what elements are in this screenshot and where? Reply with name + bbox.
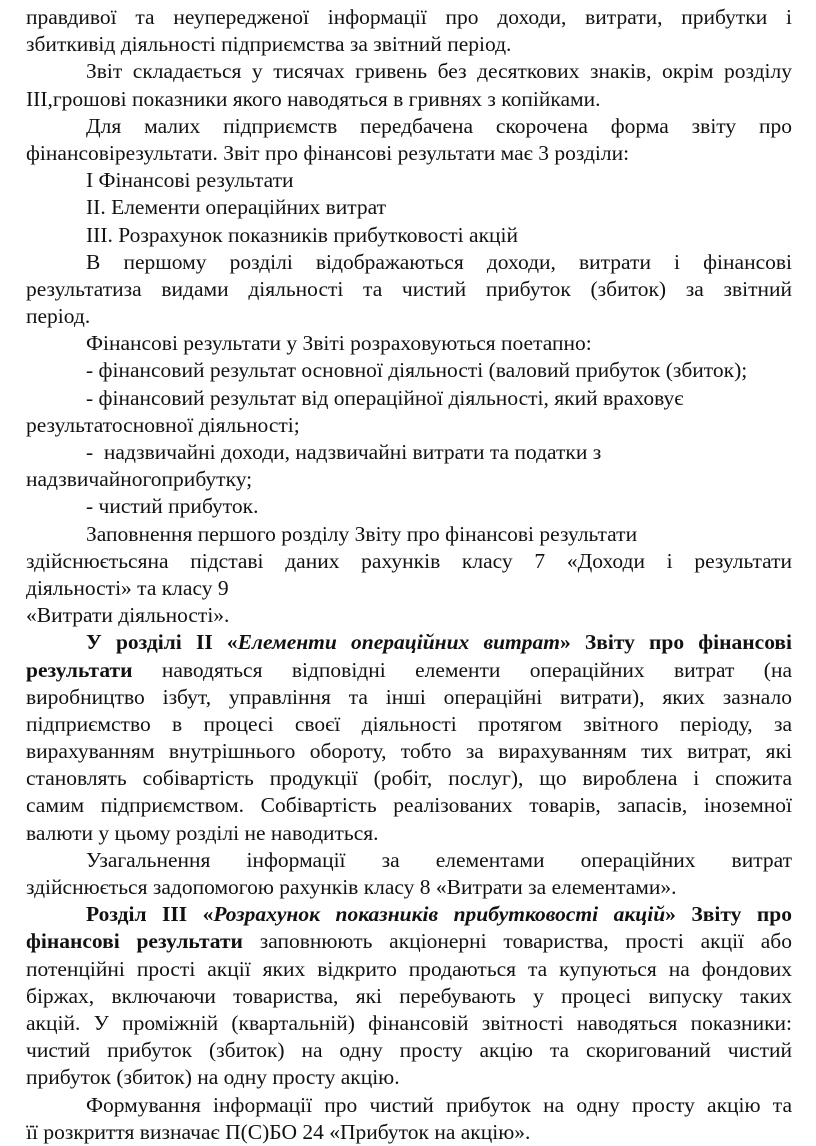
line-text: ІІ. Елементи операційних витрат	[86, 195, 387, 220]
line-text: - надзвичайні доходи, надзвичайні витрати та податки з	[86, 440, 602, 464]
line-text: Узагальнення інформації за елементами операційних витрат	[86, 847, 792, 872]
text-line	[26, 874, 792, 901]
text-line	[26, 657, 792, 684]
emphasized-text: Розрахунок показників прибутковості акцій	[213, 902, 666, 927]
text-line	[26, 521, 792, 548]
emphasized-text: Елементи операційних витрат	[237, 630, 560, 655]
text-line	[26, 4, 792, 31]
text-line	[26, 276, 792, 303]
text-line	[26, 820, 792, 847]
line-text: здійснюєтьсяна підставі даних рахунків класу 7 «Доходи і результати	[26, 548, 792, 573]
text-line	[26, 58, 792, 85]
text-line	[26, 1010, 792, 1037]
text-line	[26, 385, 792, 412]
text-line	[26, 1064, 792, 1091]
emphasized-text: У розділі ІІ «	[86, 630, 238, 655]
text-line	[26, 113, 792, 140]
text-line	[26, 738, 792, 765]
text-line	[26, 711, 792, 738]
line-text: самим підприємством. Собівартість реалізованих товарів, запасів, іноземної	[26, 793, 792, 818]
line-text: Формування інформації про чистий прибуток на одну просту акцію та	[86, 1092, 792, 1117]
line-text: ІІІ. Розрахунок показників прибутковості акцій	[86, 222, 518, 247]
text-line	[26, 792, 792, 819]
text-line	[26, 847, 792, 874]
line-text: її розкриття визначає П(С)БО 24 «Прибуток на акцію».	[26, 1119, 531, 1144]
text-line	[26, 765, 792, 792]
line-text: правдивої та неупередженої інформації про доходи, витрати, прибутки і	[26, 5, 792, 29]
line-text: збиткивід діяльності підприємства за звітний період.	[26, 32, 512, 57]
line-text: - фінансовий результат від операційної діяльності, який враховує	[86, 385, 684, 410]
text-line	[26, 575, 792, 602]
line-text: Фінансові результати у Звіті розраховуються поетапно:	[86, 331, 592, 356]
text-line	[26, 466, 792, 493]
line-text: Звіт складається у тисячах гривень без десяткових знаків, окрім розділу	[86, 59, 792, 84]
emphasized-text: » Звіту про фінансові	[559, 630, 792, 655]
text-line	[26, 31, 792, 58]
text-line	[26, 330, 792, 357]
line-text: виробництво ізбут, управління та інші операційні витрати), яких зазнало	[26, 684, 792, 709]
line-text: заповнюють акціонерні товариства, прості акції або	[242, 929, 792, 954]
line-text: І Фінансові результати	[86, 168, 294, 193]
emphasized-text: фінансові результати	[26, 929, 243, 954]
line-text: вирахуванням внутрішнього обороту, тобто за вирахуванням тих витрат, які	[26, 739, 792, 764]
text-line	[26, 629, 792, 656]
line-text: акцій. У проміжній (квартальній) фінансовій звітності наводяться показники:	[26, 1010, 792, 1035]
line-text: - чистий прибуток.	[86, 494, 259, 519]
text-line	[26, 140, 792, 167]
line-text: становлять собівартість продукції (робіт, послуг), що вироблена і спожита	[26, 766, 792, 791]
line-text: прибуток (збиток) на одну просту акцію.	[26, 1065, 400, 1090]
line-text: здійснюється задопомогою рахунків класу 8 «Витрати за елементами».	[26, 875, 677, 899]
text-line	[26, 1092, 792, 1119]
emphasized-text: » Звіту про	[665, 902, 792, 927]
text-line	[26, 167, 792, 194]
text-line	[26, 439, 792, 466]
text-line	[26, 86, 792, 113]
line-text: результатосновної діяльності;	[26, 412, 300, 437]
line-text: результатиза видами діяльності та чистий прибуток (збиток) за звітний	[26, 276, 792, 301]
line-text: В першому розділі відображаються доходи, витрати і фінансові	[86, 249, 792, 274]
line-text: біржах, включаючи товариства, які перебувають у процесі випуску таких	[26, 983, 792, 1008]
line-text: чистий прибуток (збиток) на одну просту акцію та скоригований чистий	[26, 1038, 792, 1063]
emphasized-text: результати	[26, 657, 133, 682]
line-text: Заповнення першого розділу Звіту про фінансові результати	[86, 521, 638, 546]
line-text: надзвичайногоприбутку;	[26, 467, 253, 492]
text-line	[26, 222, 792, 249]
line-text: фінансовірезультати. Звіт про фінансові результати має 3 розділи:	[26, 140, 630, 165]
line-text: період.	[26, 304, 91, 329]
text-line	[26, 412, 792, 439]
line-text: Для малих підприємств передбачена скорочена форма звіту про	[86, 113, 792, 138]
line-text: ІІІ,грошові показники якого наводяться в гривнях з копійками.	[26, 86, 601, 111]
line-text: підприємство в процесі своєї діяльності протягом звітного періоду, за	[26, 711, 792, 736]
text-line	[26, 983, 792, 1010]
text-line	[26, 249, 792, 276]
text-line	[26, 493, 792, 520]
text-line	[26, 684, 792, 711]
text-line	[26, 194, 792, 221]
text-line	[26, 1037, 792, 1064]
text-line	[26, 956, 792, 983]
text-line	[26, 928, 792, 955]
line-text: «Витрати діяльності».	[26, 603, 230, 628]
text-line	[26, 901, 792, 928]
text-line	[26, 602, 792, 629]
text-line	[26, 303, 792, 330]
line-text: діяльності» та класу 9	[26, 575, 229, 600]
line-text: валюти у цьому розділі не наводиться.	[26, 820, 379, 845]
line-text: - фінансовий результат основної діяльності (валовий прибуток (збиток);	[86, 358, 748, 383]
line-text: потенційні прості акції яких відкрито продаються та купуються на фондових	[26, 956, 792, 981]
emphasized-text: Розділ ІІІ «	[86, 902, 214, 927]
text-line	[26, 548, 792, 575]
line-text: наводяться відповідні елементи операційних витрат (на	[132, 657, 792, 682]
text-line	[26, 357, 792, 384]
